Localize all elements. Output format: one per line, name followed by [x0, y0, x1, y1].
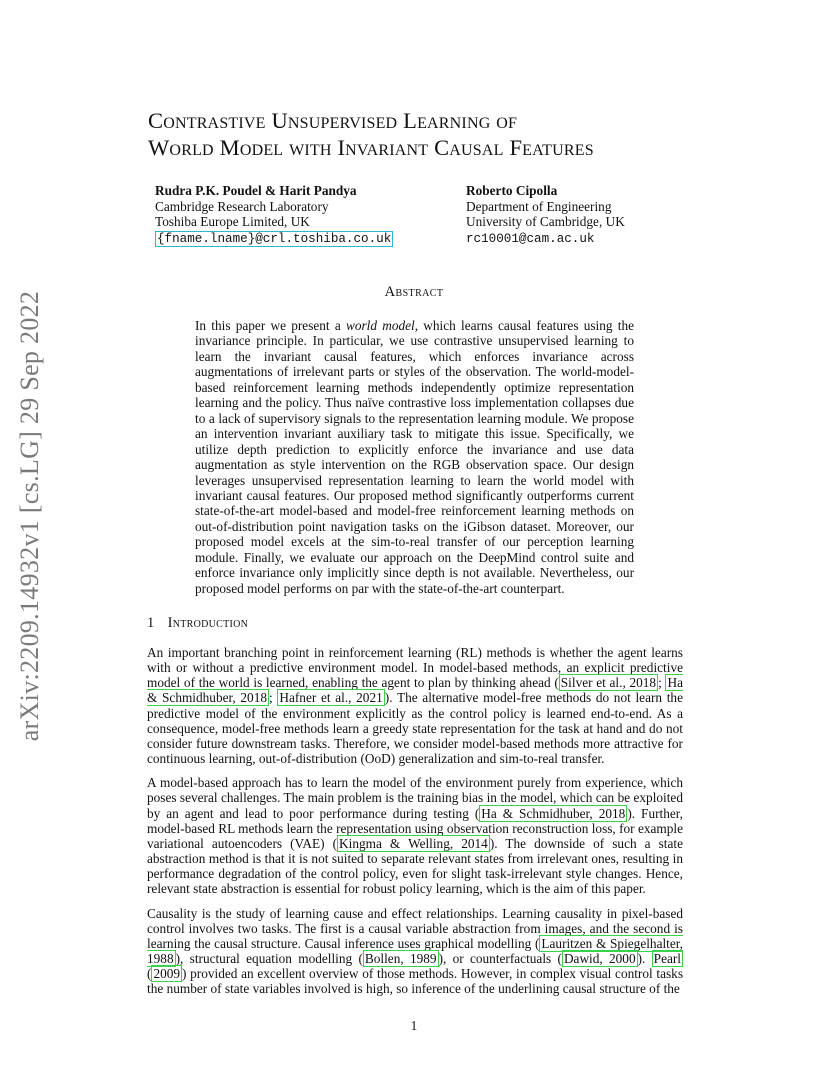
citation-link[interactable]: Hafner et al., 2021: [279, 690, 383, 706]
text: A model-based approach has to learn the model of the environment purely from experience, which poses several challenges. The main problem is the training bias in the model, which can be exploited by an agent and lead to poor performance during testing (: [147, 775, 683, 821]
citation-link[interactable]: Lauritzen & Spiegelhalter, 1988: [147, 935, 683, 966]
text: An important branching point in reinforcement learning (RL) methods is whether the agent learns with or without a predictive environment model. In model-based methods, an explicit predictive model of the world is learned, enabling the agent to plan by thinking ahead (: [147, 645, 683, 691]
section-number: 1: [147, 615, 155, 631]
page-number: 1: [410, 1018, 418, 1033]
author-email: rc10001@cam.ac.uk: [466, 231, 595, 246]
abstract-text: [195, 318, 634, 596]
text: ) provided an excellent overview of those methods. However, in complex visual control tasks the number of state variables involved is high, so inference of the underlining causal structure of the: [147, 966, 683, 997]
text: Causality is the study of learning cause and effect relationships. Learning causality in pixel-based control involves two tasks. The first is a causal variable abstraction from images, and the second is learning the causal structure. Causal inference uses graphical modelling (: [147, 905, 683, 951]
text: ), or counterfactuals (: [438, 950, 562, 966]
citation-link[interactable]: Kingma & Welling, 2014: [339, 835, 488, 851]
section-title: Introduction: [167, 615, 249, 631]
text: ;: [269, 690, 278, 706]
text: ). Further, model-based RL methods learn the representation using observation reconstruction loss, for example variational autoencoders (VAE) (: [147, 805, 683, 851]
author-name: Rudra P.K. Poudel & Harit Pandya: [155, 183, 357, 198]
author-block-1: [155, 183, 393, 247]
citation-link[interactable]: Ha & Schmidhuber, 2018: [147, 675, 683, 706]
paragraph: [147, 645, 683, 766]
text: ). The downside of such a state abstraction method is that it is not suited to separate relevant states from irrelevant ones, resulting in performance degradation of the control policy, even for slight task-irrelevant style changes. Hence, relevant state abstraction is essential for robust policy learning, which is the aim of this paper.: [147, 835, 683, 897]
section-body: [147, 645, 683, 1005]
abstract-emphasis: world model: [345, 318, 415, 333]
text: ). The alternative model-free methods do not learn the predictive model of the environment explicitly as the control policy is learned end-to-end. As a consequence, model-free methods learn a greedy state representation for the task at hand and do not consider future downstream tasks. Therefore, we consider model-based methods more attractive for continuous learning, out-of-distribution (OoD) generalization and sim-to-real transfer.: [147, 690, 683, 767]
author-block-2: [466, 183, 625, 247]
title-line-2: World Model with Invariant Causal Features: [148, 135, 594, 160]
author-affiliation: Cambridge Research Laboratory: [155, 198, 329, 214]
citation-link[interactable]: Bollen, 1989: [364, 950, 437, 966]
paragraph: [147, 775, 683, 896]
arxiv-id: arXiv:2209.14932v1 [cs.LG] 29 Sep 2022: [15, 290, 44, 742]
citation-link[interactable]: Pearl: [653, 950, 681, 966]
author-affiliation: University of Cambridge, UK: [466, 214, 625, 230]
author-affiliation: Department of Engineering: [466, 198, 612, 214]
text: ;: [658, 675, 666, 691]
text: (: [147, 966, 152, 982]
citation-link[interactable]: Silver et al., 2018: [560, 675, 657, 691]
abstract-heading: Abstract: [384, 284, 444, 300]
section-heading: [147, 615, 248, 632]
author-email-link[interactable]: {fname.lname}@crl.toshiba.co.uk: [157, 231, 392, 246]
author-name: Roberto Cipolla: [466, 183, 558, 198]
text: ).: [637, 950, 652, 966]
text: ), structural equation modelling (: [175, 950, 363, 966]
arxiv-identifier-stamp: [4, 291, 56, 741]
title-line-1: Contrastive Unsupervised Learning of: [148, 108, 518, 133]
paper-title: [148, 107, 708, 161]
abstract-text-part: In this paper we present a: [195, 318, 346, 333]
abstract-text-part: , which learns causal features using the invariance principle. In particular, we use contrastive unsupervised learning to learn the invariant causal features, which enforces invariance across augmentations of irrelevant parts or styles of the observation. The world-model-based reinforcement learning methods independently optimize representation learning and the policy. Thus naïve contrastive loss implementation collapses due to a lack of supervisory signals to the representation learning module. We propose an intervention invariant auxiliary task to mitigate this issue. Specifically, we utilize depth prediction to explicitly enforce the invariance and use data augmentation as style intervention on the RGB observation space. Our design leverages unsupervised representation learning to learn the world model with invariant causal features. Our proposed method significantly outperforms current state-of-the-art model-based and model-free reinforcement learning methods on out-of-distribution point navigation tasks on the iGibson dataset. Moreover, our proposed model excels at the sim-to-real transfer of our perception learning module. Finally, we evaluate our approach on the DeepMind control suite and enforce invariance only implicitly since depth is not available. Nevertheless, our proposed model performs on par with the state-of-the-art counterpart.: [195, 318, 635, 596]
author-affiliation: Toshiba Europe Limited, UK: [155, 214, 310, 230]
citation-link[interactable]: 2009: [153, 966, 181, 982]
citation-link[interactable]: Ha & Schmidhuber, 2018: [481, 805, 626, 821]
citation-link[interactable]: Dawid, 2000: [563, 950, 636, 966]
paragraph: [147, 906, 683, 997]
